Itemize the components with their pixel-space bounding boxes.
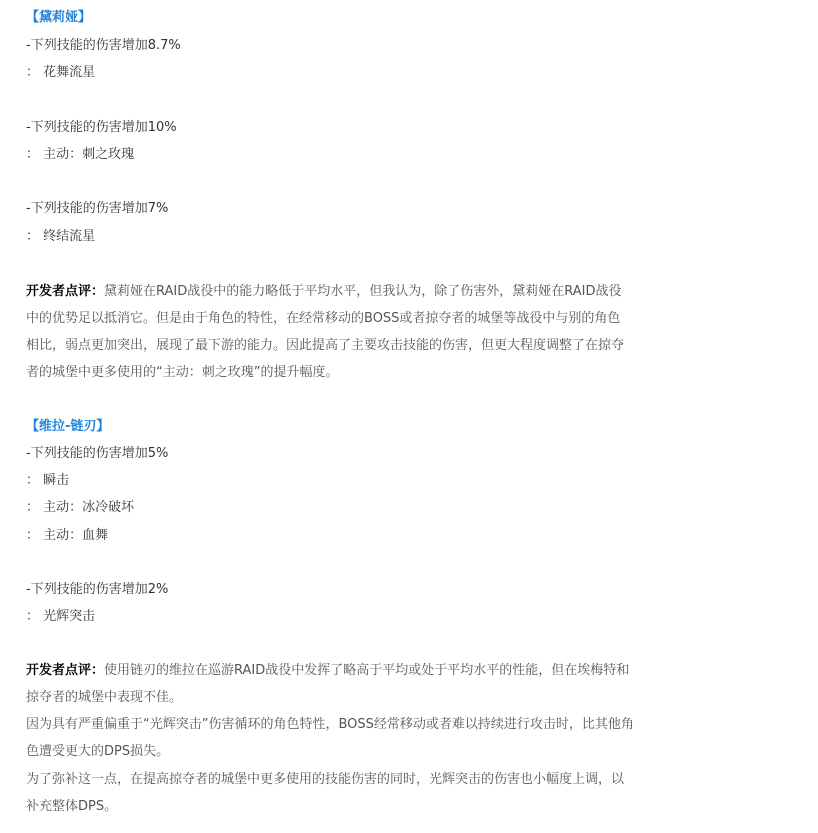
developer-note-text: 补充整体DPS。 — [26, 799, 118, 814]
developer-note-text: 为了弥补这一点，在提高掠夺者的城堡中更多使用的技能伤害的同时，光辉突击的伤害也小幅度上调，以 — [26, 772, 625, 787]
buff-line: -下列技能的伤害增加10% — [26, 120, 177, 135]
developer-note-text: 色遭受更大的DPS损失。 — [26, 744, 170, 759]
skill-line: ： 花舞流星 — [26, 65, 96, 80]
developer-note-text: 黛莉娅在RAID战役中的能力略低于平均水平，但我认为，除了伤害外，黛莉娅在RAID战役 — [104, 284, 622, 299]
developer-note-text: 中的优势足以抵消它。但是由于角色的特性，在经常移动的BOSS或者掠夺者的城堡等战役中与别的角色 — [26, 311, 621, 326]
skill-line: ： 主动：冰冷破坏 — [26, 500, 135, 515]
skill-line: ： 主动：刺之玫瑰 — [26, 147, 135, 162]
developer-note-label: 开发者点评： — [26, 663, 105, 678]
skill-line: ： 终结流星 — [26, 229, 96, 244]
buff-line: -下列技能的伤害增加2% — [26, 582, 169, 597]
developer-note-label: 开发者点评： — [26, 284, 105, 299]
skill-line: ： 瞬击 — [26, 473, 70, 488]
developer-note-text: 相比，弱点更加突出，展现了最下游的能力。因此提高了主要攻击技能的伤害，但更大程度调整了在掠夺 — [26, 338, 625, 353]
developer-note-text: 因为具有严重偏重于“光辉突击”伤害循环的角色特性，BOSS经常移动或者难以持续进行攻击时，比其他角 — [26, 717, 634, 732]
skill-line: ： 光辉突击 — [26, 609, 96, 624]
developer-note-text: 者的城堡中更多使用的“主动：刺之玫瑰”的提升幅度。 — [26, 365, 339, 380]
buff-line: -下列技能的伤害增加7% — [26, 201, 169, 216]
buff-line: -下列技能的伤害增加8.7% — [26, 38, 181, 53]
section-heading-vera: 【维拉-链刃】 — [26, 419, 110, 434]
developer-note-line — [26, 657, 629, 685]
skill-line: ： 主动：血舞 — [26, 528, 109, 543]
developer-note-line — [26, 278, 622, 306]
developer-note-text: 使用链刃的维拉在巡游RAID战役中发挥了略高于平均或处于平均水平的性能，但在埃梅特和 — [104, 663, 630, 678]
buff-line: -下列技能的伤害增加5% — [26, 446, 169, 461]
developer-note-text: 掠夺者的城堡中表现不佳。 — [26, 690, 183, 705]
section-heading-delia: 【黛莉娅】 — [26, 10, 92, 25]
